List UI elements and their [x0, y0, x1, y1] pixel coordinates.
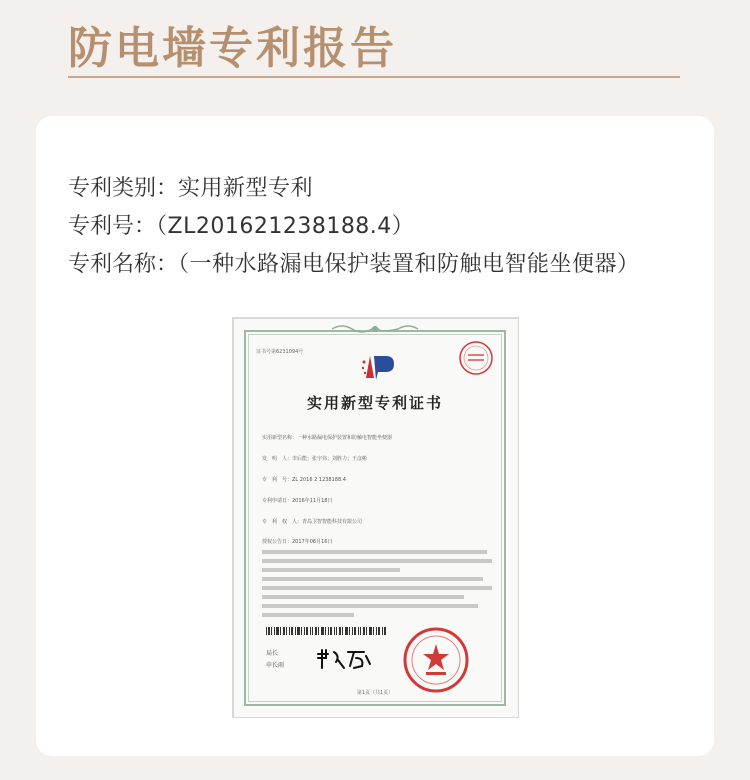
certificate-field-application-date: 专利申请日：2016年11月18日 — [262, 498, 333, 504]
patent-number-row — [68, 208, 640, 246]
patent-number-value: （ZL201621238188.4） — [156, 214, 415, 239]
certificate-field-name: 实用新型名称：一种水路漏电保护装置和防触电智能坐便器 — [262, 435, 393, 441]
page-title: 防电墙专利报告 — [68, 23, 397, 74]
patent-name-value: （一种水路漏电保护装置和防触电智能坐便器） — [178, 252, 640, 277]
certificate-page-number: 第1页（共1页） — [356, 690, 394, 696]
patent-category-row — [68, 170, 640, 208]
ornament-icon — [330, 323, 420, 335]
certificate-field-inventors: 发 明 人：李后能；张宇伟；刘胜力；王彦彬 — [262, 456, 368, 462]
patent-number-label: 专利号： — [68, 214, 157, 239]
bureau-chief-name: 申长雨 — [266, 662, 285, 669]
official-seal-icon — [402, 626, 470, 694]
patent-name-row — [68, 246, 640, 284]
certificate-body-text — [262, 550, 492, 622]
patent-name-label: 专利名称： — [68, 252, 179, 277]
certificate-field-patentee: 专 利 权 人：青岛卫智智能科技有限公司 — [262, 519, 363, 525]
certificate-field-patent-number: 专 利 号：ZL 2016 2 1238188.4 — [262, 477, 346, 483]
patent-info — [68, 170, 640, 284]
barcode-icon — [266, 627, 386, 635]
patent-category-value: 实用新型专利 — [178, 176, 314, 201]
top-seal-icon — [458, 340, 494, 376]
certificate-title: 实用新型专利证书 — [306, 394, 443, 412]
patent-category-label: 专利类别： — [68, 176, 179, 201]
certificate-field-grant-date: 授权公告日：2017年06月16日 — [262, 539, 333, 545]
certificate-number: 证书号第6231094号 — [256, 349, 304, 355]
signature-icon — [314, 646, 374, 672]
bureau-label: 局长 — [266, 650, 279, 657]
patent-office-logo-icon — [360, 352, 396, 384]
title-divider — [68, 76, 680, 78]
